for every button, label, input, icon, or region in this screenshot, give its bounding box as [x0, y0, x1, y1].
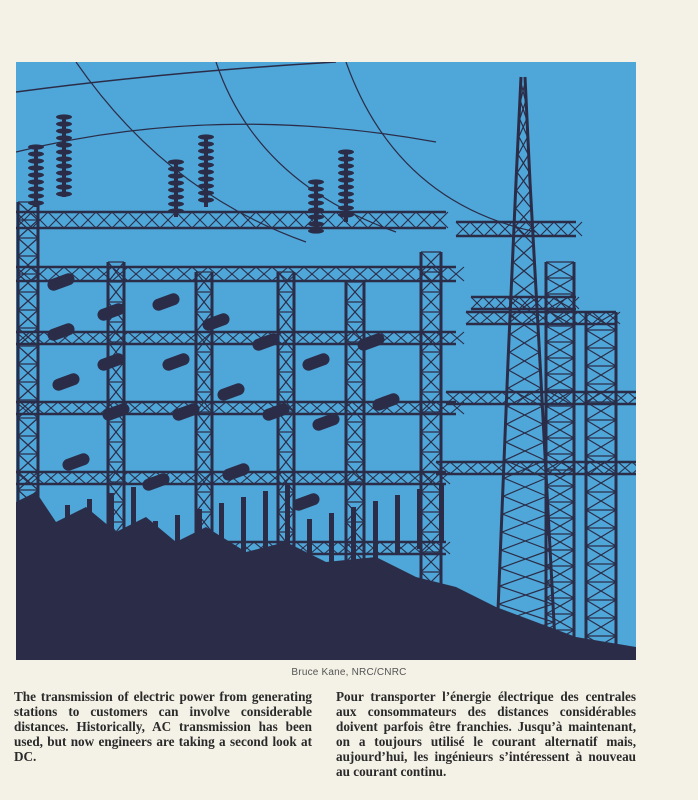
substation-photo — [16, 62, 636, 660]
photo-credit: Bruce Kane, NRC/CNRC — [291, 667, 407, 678]
substation-silhouette — [16, 62, 636, 660]
caption-french: Pour transporter l’énergie électrique des centrales aux consommateurs des distances considérables doivent parfois être franchies. Jusqu’à maintenant, on a toujours utilisé le courant alternatif mais, aujourd’hui, les ingénieurs s’intéressent à nouveau au courant continu. — [336, 689, 636, 779]
caption-english: The transmission of electric power from generating stations to customers can involve considerable distances. Historically, AC transmission has been used, but now engineers are taking a second look at DC. — [14, 689, 312, 764]
